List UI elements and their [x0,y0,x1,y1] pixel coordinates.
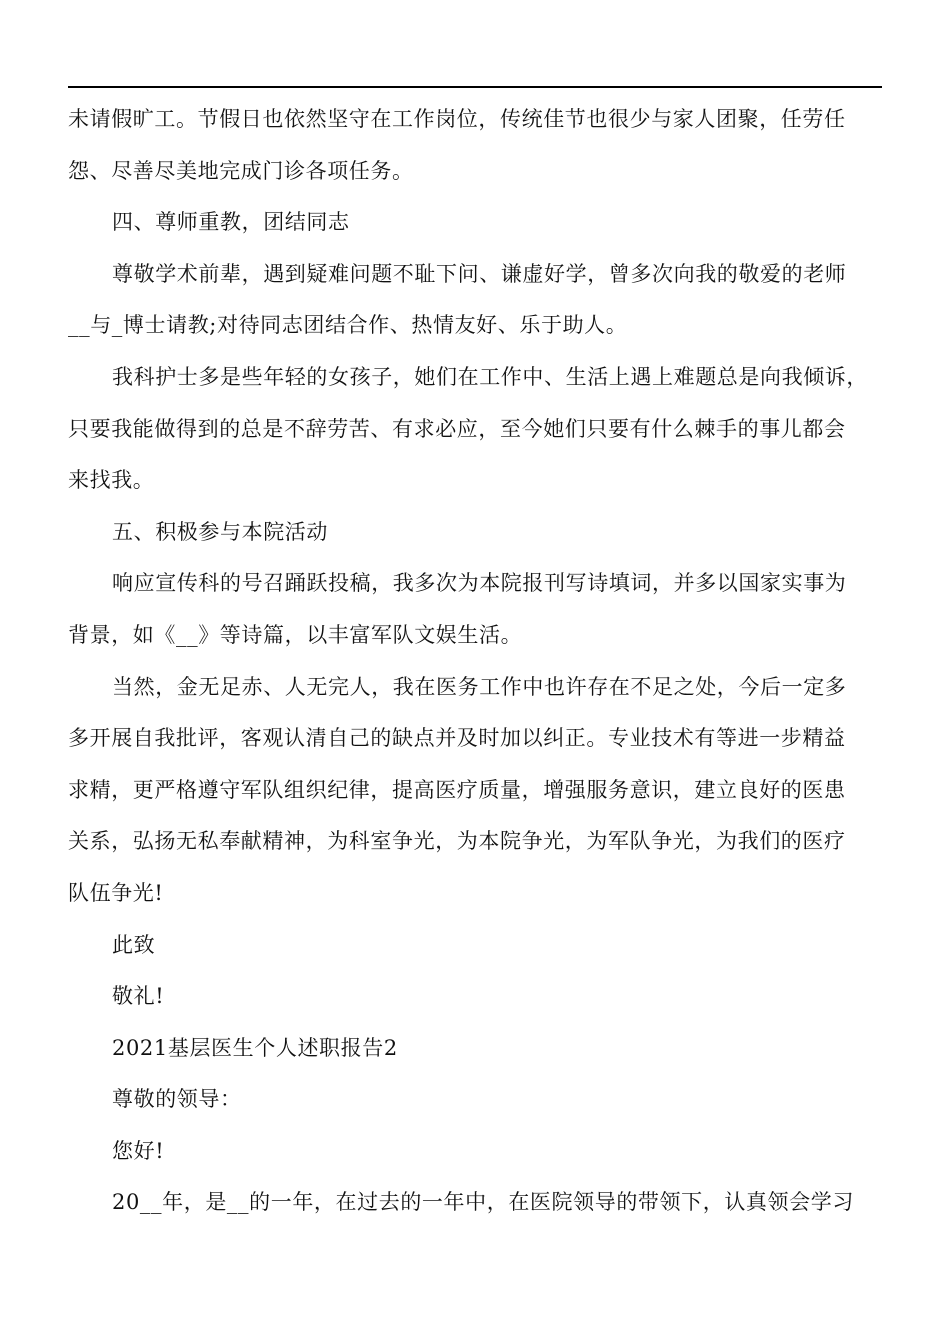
paragraph [68,971,882,1023]
text-line: 四、尊师重教，团结同志 [112,210,350,235]
text-line: 尊敬的领导： [112,1087,242,1112]
text-line: 响应宣传科的号召踊跃投稿，我多次为本院报刊写诗填词，并多以国家实事为 [112,571,847,596]
text-line: 20__年，是__的一年，在过去的一年中，在医院领导的带领下，认真领会学习 [112,1190,854,1215]
text-line: 来找我。 [68,468,155,493]
text-line: 当然，金无足赤、人无完人，我在医务工作中也许存在不足之处，今后一定多 [112,674,847,699]
text-line: 您好! [112,1138,165,1163]
text-line: 尊敬学术前辈，遇到疑难问题不耻下问、谦虚好学，曾多次向我的敬爱的老师 [112,261,847,286]
paragraph [68,558,882,661]
paragraph [68,1177,882,1229]
text-line: 队伍争光! [68,880,164,905]
paragraph [68,1023,882,1075]
paragraph [68,920,882,972]
text-line: 怨、尽善尽美地完成门诊各项任务。 [68,158,414,183]
paragraph [68,1126,882,1178]
text-line: 关系，弘扬无私奉献精神，为科室争光，为本院争光，为军队争光，为我们的医疗 [68,829,846,854]
text-line: __与_博士请教;对待同志团结合作、热情友好、乐于助人。 [68,313,628,338]
paragraph [68,352,882,507]
text-line: 此致 [112,932,156,957]
paragraph [68,662,882,920]
paragraph [68,197,882,249]
text-line: 2021基层医生个人述职报告2 [112,1035,398,1060]
paragraph [68,507,882,559]
text-line: 未请假旷工。节假日也依然坚守在工作岗位，传统佳节也很少与家人团聚，任劳任 [68,107,846,131]
text-line: 五、积极参与本院活动 [112,519,328,544]
paragraph [68,249,882,352]
paragraph [68,1074,882,1126]
text-line: 敬礼! [112,984,165,1009]
text-line: 多开展自我批评，客观认清自己的缺点并及时加以纠正。专业技术有等进一步精益 [68,726,846,751]
header-rule [68,86,882,88]
text-line: 求精，更严格遵守军队组织纪律，提高医疗质量，增强服务意识，建立良好的医患 [68,777,846,802]
text-line: 背景，如《__》等诗篇，以丰富军队文娱生活。 [68,622,523,647]
text-line: 只要我能做得到的总是不辞劳苦、有求必应，至今她们只要有什么棘手的事儿都会 [68,416,846,441]
document-body [68,94,882,1229]
paragraph [68,94,882,197]
text-line: 我科护士多是些年轻的女孩子，她们在工作中、生活上遇上难题总是向我倾诉， [112,364,868,389]
